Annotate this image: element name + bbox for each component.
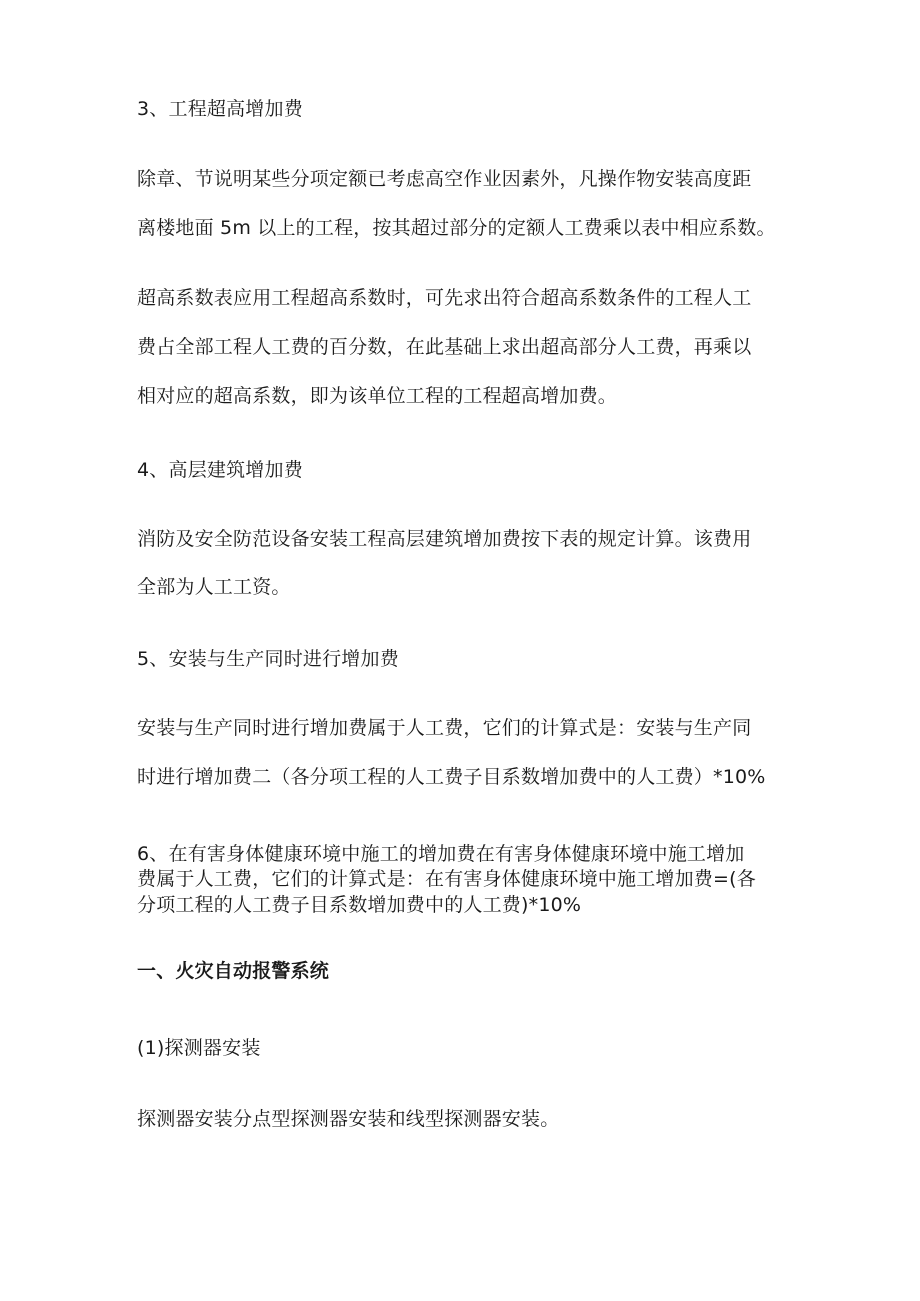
section-3-para-1-line-1: 除章、节说明某些分项定额已考虑高空作业因素外，凡操作物安装高度距	[137, 168, 752, 190]
section-5-para-line-1: 安装与生产同时进行增加费属于人工费，它们的计算式是：安装与生产同	[137, 717, 752, 739]
chapter-1-heading: 一、火灾自动报警系统	[137, 960, 330, 982]
section-6-line-2: 费属于人工费，它们的计算式是：在有害身体健康环境中施工增加费=(各	[137, 868, 756, 890]
section-3-para-1-line-2: 离楼地面 5m 以上的工程，按其超过部分的定额人工费乘以表中相应系数。	[137, 217, 776, 239]
section-6-line-3: 分项工程的人工费子目系数增加费中的人工费)*10%	[137, 894, 582, 916]
section-4-para-line-2: 全部为人工工资。	[137, 576, 291, 598]
section-3-para-2-line-3: 相对应的超高系数，即为该单位工程的工程超高增加费。	[137, 385, 618, 407]
chapter-1-para: 探测器安装分点型探测器安装和线型探测器安装。	[137, 1108, 560, 1130]
section-6-line-1: 6、在有害身体健康环境中施工的增加费在有害身体健康环境中施工增加	[137, 843, 745, 865]
chapter-1-subheading: (1)探测器安装	[137, 1037, 261, 1059]
section-3-heading: 3、工程超高增加费	[137, 98, 303, 120]
section-4-heading: 4、高层建筑增加费	[137, 459, 303, 481]
section-4-para-line-1: 消防及安全防范设备安装工程高层建筑增加费按下表的规定计算。该费用	[137, 528, 752, 550]
section-5-heading: 5、安装与生产同时进行增加费	[137, 648, 399, 670]
section-5-para-line-2: 时进行增加费二（各分项工程的人工费子目系数增加费中的人工费）*10%	[137, 766, 766, 788]
section-3-para-2-line-1: 超高系数表应用工程超高系数时，可先求出符合超高系数条件的工程人工	[137, 287, 752, 309]
section-3-para-2-line-2: 费占全部工程人工费的百分数，在此基础上求出超高部分人工费，再乘以	[137, 336, 752, 358]
